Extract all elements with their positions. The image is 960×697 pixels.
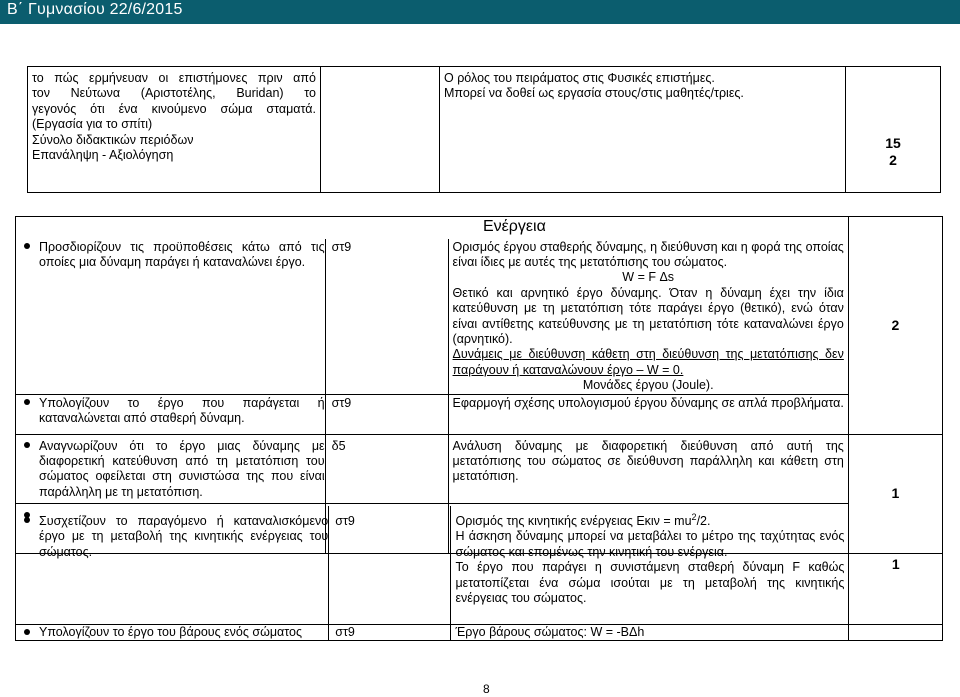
review-periods-number: 2 (889, 152, 897, 168)
top-number-cell (846, 67, 941, 193)
code-cell (329, 624, 451, 640)
review-label: Επανάληψη - Αξιολόγηση (32, 148, 174, 163)
curriculum-code: στ9 (331, 239, 352, 254)
document-header-title: Β΄ Γυμνασίου 22/6/2015 (7, 1, 183, 18)
curriculum-code: δ5 (331, 438, 346, 453)
curriculum-code: στ9 (335, 514, 355, 528)
bullet-icon (24, 399, 30, 405)
periods-number: 1 (891, 556, 900, 573)
header-bar (0, 0, 960, 24)
top-left-line: γεγονός ότι ένα κινούμενο σώμα σταματά. (32, 101, 316, 116)
periods-number: 1 (891, 484, 900, 501)
code-cell (329, 506, 451, 624)
work-formula: W = F Δs (622, 270, 675, 285)
content-text: Η άσκηση δύναμης μπορεί να μεταβάλει το μέτρο της ταχύτητας ενός σώματος και επομένως την κινητική του ενέργεια. (455, 529, 845, 559)
bullet-icon (24, 442, 30, 448)
top-left-line: τον Νεύτωνα (Αριστοτέλης, Buridan) το (32, 86, 316, 101)
content-text: Έργο βάρους σώματος: W = -BΔh (455, 624, 645, 639)
curriculum-code: στ9 (335, 624, 355, 639)
periods-cell (849, 624, 943, 640)
code-cell (325, 434, 448, 503)
objective-cell (16, 506, 329, 624)
main-table (15, 216, 943, 554)
page-number: 8 (483, 682, 490, 696)
curriculum-code: στ9 (331, 395, 352, 410)
objective-cell (16, 434, 326, 503)
content-text: Εφαρμογή σχέσης υπολογισμού έργου δύναμης σε απλά προβλήματα. (452, 395, 844, 410)
content-cell (448, 239, 848, 395)
section-heading-cell (16, 217, 849, 239)
top-middle-line: Ο ρόλος του πειράματος στις Φυσικές επιστήμες. (444, 71, 715, 85)
bullet-icon (24, 629, 30, 635)
kinetic-energy-definition: Ορισμός της κινητικής ενέργειας $E\kappa\iota\nu = mu^2/2$. (455, 511, 711, 528)
top-left-cell (28, 67, 321, 193)
code-cell (325, 394, 448, 434)
periods-total-label: Σύνολο διδακτικών περιόδων (32, 132, 194, 147)
content-text: Θετικό και αρνητικό έργο δύναμης. Όταν η δύναμη έχει την ίδια κατεύθυνση με τη μετατόπιση τότε παράγει έργο (θετικό), ενώ όταν είναι αντίθετης κατεύθυνσης με τη μετατόπιση τότε καταναλώνει έργο (αρνητικό). (452, 285, 844, 346)
exponent: 2 (691, 511, 697, 522)
objective-cell (16, 624, 329, 640)
content-text: Μονάδες έργου (Joule). (582, 378, 714, 393)
content-text: Το έργο που παράγει η συνιστάμενη σταθερή δύναμη F καθώς μετατοπίζεται ένα σώμα ισούται με τη μεταβολή της κινητικής ενέργειας του σώματος. (455, 560, 845, 606)
main-table-lower (15, 506, 943, 641)
periods-cell (848, 217, 942, 435)
top-table (27, 66, 941, 193)
top-middle-cell (440, 67, 846, 193)
top-middle-line: Μπορεί να δοθεί ως εργασία στους/στις μαθητές/τριες. (444, 86, 744, 101)
objective-text: Αναγνωρίζουν ότι το έργο μιας δύναμης με διαφορετική κατεύθυνση από τη μετατόπιση του σώματος οφείλεται στη συνιστώσα της που είναι παράλληλη με τη μετατόπιση. (39, 438, 325, 499)
content-text: Ορισμός έργου σταθερής δύναμης, η διεύθυνση και η φορά της οποίας είναι ίδιες με αυτές της μετατόπισης του σώματος. (452, 239, 844, 269)
total-periods-number: 15 (885, 135, 901, 151)
content-cell (448, 394, 848, 434)
objective-cell (16, 394, 326, 434)
periods-cell (849, 506, 943, 624)
content-text: Ανάλυση δύναμης με διαφορετική διεύθυνση από αυτή της μετατόπισης του σώματος σε διεύθυνση παράλληλη και κάθετη στη μετατόπιση. (452, 438, 844, 484)
content-cell (451, 624, 849, 640)
bullet-icon (24, 243, 30, 249)
content-cell (448, 434, 848, 503)
objective-text: Συσχετίζουν το παραγόμενο ή καταναλισκόμενο έργο με τη μεταβολή της κινητικής ενέργειας του σώματος. (39, 514, 329, 559)
top-code-cell (321, 67, 440, 193)
content-text: Δυνάμεις με διεύθυνση κάθετη στη διεύθυνση της μετατόπισης δεν παράγουν ή καταναλώνουν έργο – W = 0. (452, 347, 844, 377)
top-left-line: το πώς ερμήνευαν οι επιστήμονες πριν από (32, 71, 316, 85)
objective-text: Υπολογίζουν το έργο που παράγεται ή καταναλώνεται από σταθερή δύναμη. (39, 395, 325, 425)
section-heading: Ενέργεια (483, 218, 546, 235)
periods-number: 2 (891, 316, 900, 333)
objective-text: Υπολογίζουν το έργο του βάρους ενός σώματος (39, 624, 303, 639)
bullet-icon (24, 517, 30, 523)
code-cell (325, 239, 448, 395)
top-left-line: (Εργασία για το σπίτι) (32, 117, 153, 132)
objective-cell (16, 239, 326, 395)
objective-text: Προσδιορίζουν τις προϋποθέσεις κάτω από τις οποίες μια δύναμη παράγει ή καταναλώνει έργο. (39, 239, 325, 269)
content-cell (451, 506, 849, 624)
